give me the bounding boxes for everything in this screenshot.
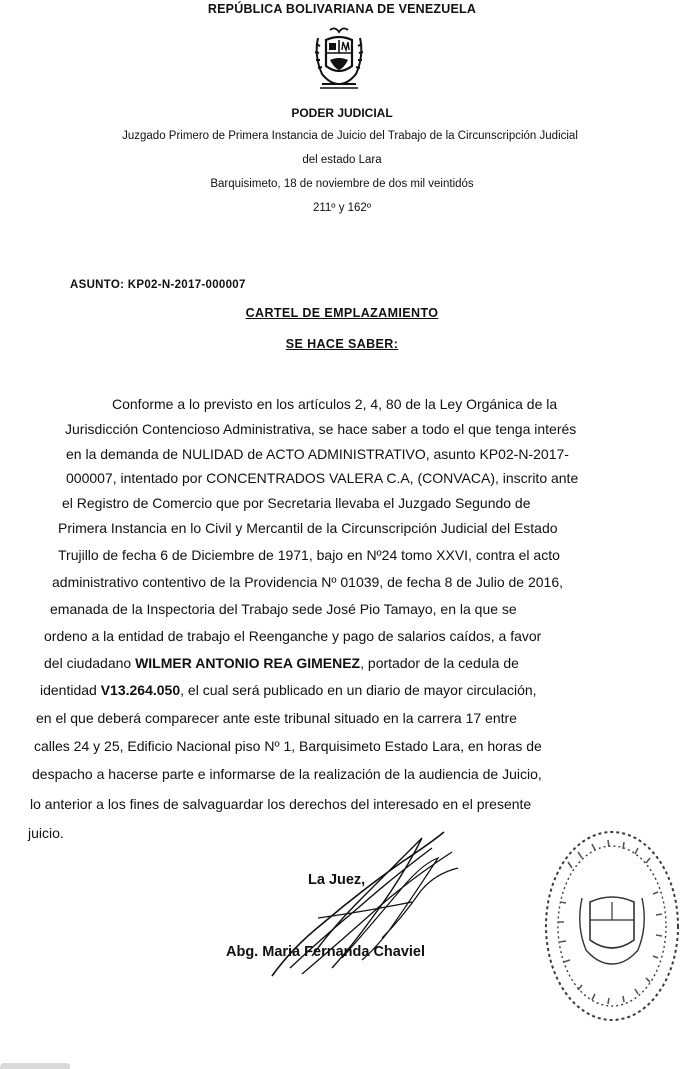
body-line: en el que deberá comparecer ante este tribunal situado en la carrera 17 entre: [36, 710, 517, 726]
body-line: emanada de la Inspectoria del Trabajo sede José Pio Tamayo, en la que se: [50, 601, 517, 617]
body-line: administrativo contentivo de la Providencia Nº 01039, de fecha 8 de Julio de 2016,: [52, 574, 563, 590]
document-title: CARTEL DE EMPLAZAMIENTO: [245, 306, 439, 320]
body-line: [40, 681, 537, 699]
body-line: 000007, intentado por CONCENTRADOS VALERA C.A, (CONVACA), inscrito ante: [66, 470, 579, 486]
header-court-line-1: Juzgado Primero de Primera Instancia de Juicio del Trabajo de la Circunscripción Judicial: [122, 130, 578, 142]
header-country: REPÚBLICA BOLIVARIANA DE VENEZUELA: [207, 2, 477, 16]
header-date: Barquisimeto, 18 de noviembre de dos mil veintidós: [210, 178, 474, 190]
case-number: ASUNTO: KP02-N-2017-000007: [70, 279, 246, 291]
body-line: Trujillo de fecha 6 de Diciembre de 1971, bajo en Nº24 tomo XXVI, contra el acto: [58, 547, 560, 563]
body-line: juicio.: [28, 825, 64, 841]
body-line: ordeno a la entidad de trabajo el Reenganche y pago de salarios caídos, a favor: [44, 628, 542, 644]
document-subtitle: SE HACE SABER:: [285, 337, 399, 351]
page-edge-tab: [0, 1063, 70, 1069]
court-seal-icon: [538, 822, 684, 1028]
signer-role: La Juez,: [308, 872, 366, 888]
body-line: lo anterior a los fines de salvaguardar los derechos del interesado en el presente: [30, 796, 532, 812]
claimant-name: WILMER ANTONIO REA GIMENEZ: [135, 655, 361, 671]
body-line: Primera Instancia en lo Civil y Mercantil de la Circunscripción Judicial del Estado: [58, 520, 558, 536]
header-years: 211º y 162º: [312, 202, 372, 214]
body-text: identidad: [40, 682, 101, 698]
body-line: [44, 654, 519, 672]
header-court-line-2: del estado Lara: [302, 154, 382, 166]
body-line: Jurisdicción Contencioso Administrativa, se hace saber a todo el que tenga interés: [65, 421, 577, 437]
body-line: calles 24 y 25, Edificio Nacional piso Nº 1, Barquisimeto Estado Lara, en horas de: [34, 738, 542, 754]
handwritten-signature-icon: [262, 828, 462, 978]
body-text: del ciudadano: [44, 655, 136, 671]
body-line: el Registro de Comercio que por Secretaria llevaba el Juzgado Segundo de: [62, 495, 531, 511]
signer-name: Abg. Maria Fernanda Chaviel: [226, 944, 426, 960]
header-branch: PODER JUDICIAL: [291, 106, 393, 120]
body-text: , portador de la cedula de: [360, 655, 519, 671]
body-text: , el cual será publicado en un diario de mayor circulación,: [180, 682, 537, 698]
body-line: despacho a hacerse parte e informarse de la realización de la audiencia de Juicio,: [32, 766, 542, 782]
body-line: Conforme a lo previsto en los artículos 2, 4, 80 de la Ley Orgánica de la: [112, 396, 558, 412]
claimant-id: V13.264.050: [100, 682, 181, 698]
body-line: en la demanda de NULIDAD de ACTO ADMINISTRATIVO, asunto KP02-N-2017-: [66, 446, 569, 462]
coat-of-arms-icon: [308, 26, 370, 92]
